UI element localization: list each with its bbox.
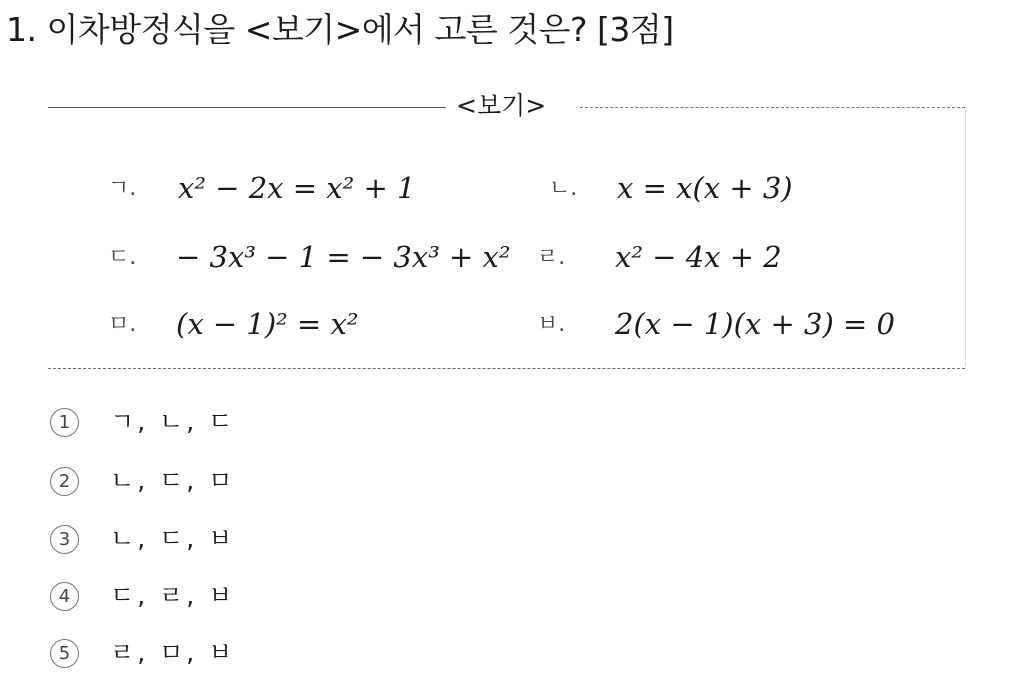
condition-marker: ㄴ.	[549, 175, 578, 201]
box-right-border	[965, 110, 966, 366]
box-bottom-border	[48, 368, 965, 369]
answer-choice-3[interactable]	[50, 519, 235, 559]
condition-expression: x² − 4x + 2	[615, 240, 782, 274]
condition-marker: ㄱ.	[108, 175, 137, 201]
choice-number: 3	[50, 525, 79, 554]
condition-item	[108, 238, 511, 277]
box-top-border-left	[48, 107, 446, 108]
condition-expression: x = x(x + 3)	[617, 171, 793, 205]
answer-choice-5[interactable]	[50, 633, 235, 673]
condition-marker: ㄷ.	[108, 244, 137, 270]
choice-number: 2	[50, 467, 79, 496]
box-heading: <보기>	[456, 91, 547, 120]
condition-item	[108, 169, 416, 208]
condition-marker: ㅂ.	[537, 311, 566, 337]
condition-item	[537, 238, 782, 277]
condition-item	[108, 305, 359, 344]
choice-text: ㄷ, ㄹ, ㅂ	[110, 581, 236, 610]
choice-text: ㄱ, ㄴ, ㄷ	[110, 407, 236, 436]
condition-marker: ㄹ.	[537, 244, 566, 270]
question-title: 1. 이차방정식을 <보기>에서 고른 것은? [3점]	[6, 10, 674, 49]
answer-choice-2[interactable]	[50, 461, 235, 501]
condition-item	[537, 305, 895, 344]
choice-number: 4	[50, 582, 79, 611]
choice-number: 5	[50, 639, 79, 668]
answer-choice-1[interactable]	[50, 402, 235, 442]
answer-choice-4[interactable]	[50, 576, 235, 616]
condition-expression: 2(x − 1)(x + 3) = 0	[615, 307, 895, 341]
choice-text: ㄴ, ㄷ, ㅂ	[110, 524, 236, 553]
choice-text: ㄴ, ㄷ, ㅁ	[110, 466, 236, 495]
choice-text: ㄹ, ㅁ, ㅂ	[110, 638, 236, 667]
condition-marker: ㅁ.	[108, 311, 137, 337]
condition-expression: x² − 2x = x² + 1	[178, 171, 416, 205]
choice-number: 1	[50, 408, 79, 437]
condition-item	[549, 169, 793, 208]
condition-expression: − 3x³ − 1 = − 3x³ + x²	[176, 240, 511, 274]
condition-expression: (x − 1)² = x²	[176, 307, 359, 341]
box-top-border-right	[580, 107, 965, 108]
